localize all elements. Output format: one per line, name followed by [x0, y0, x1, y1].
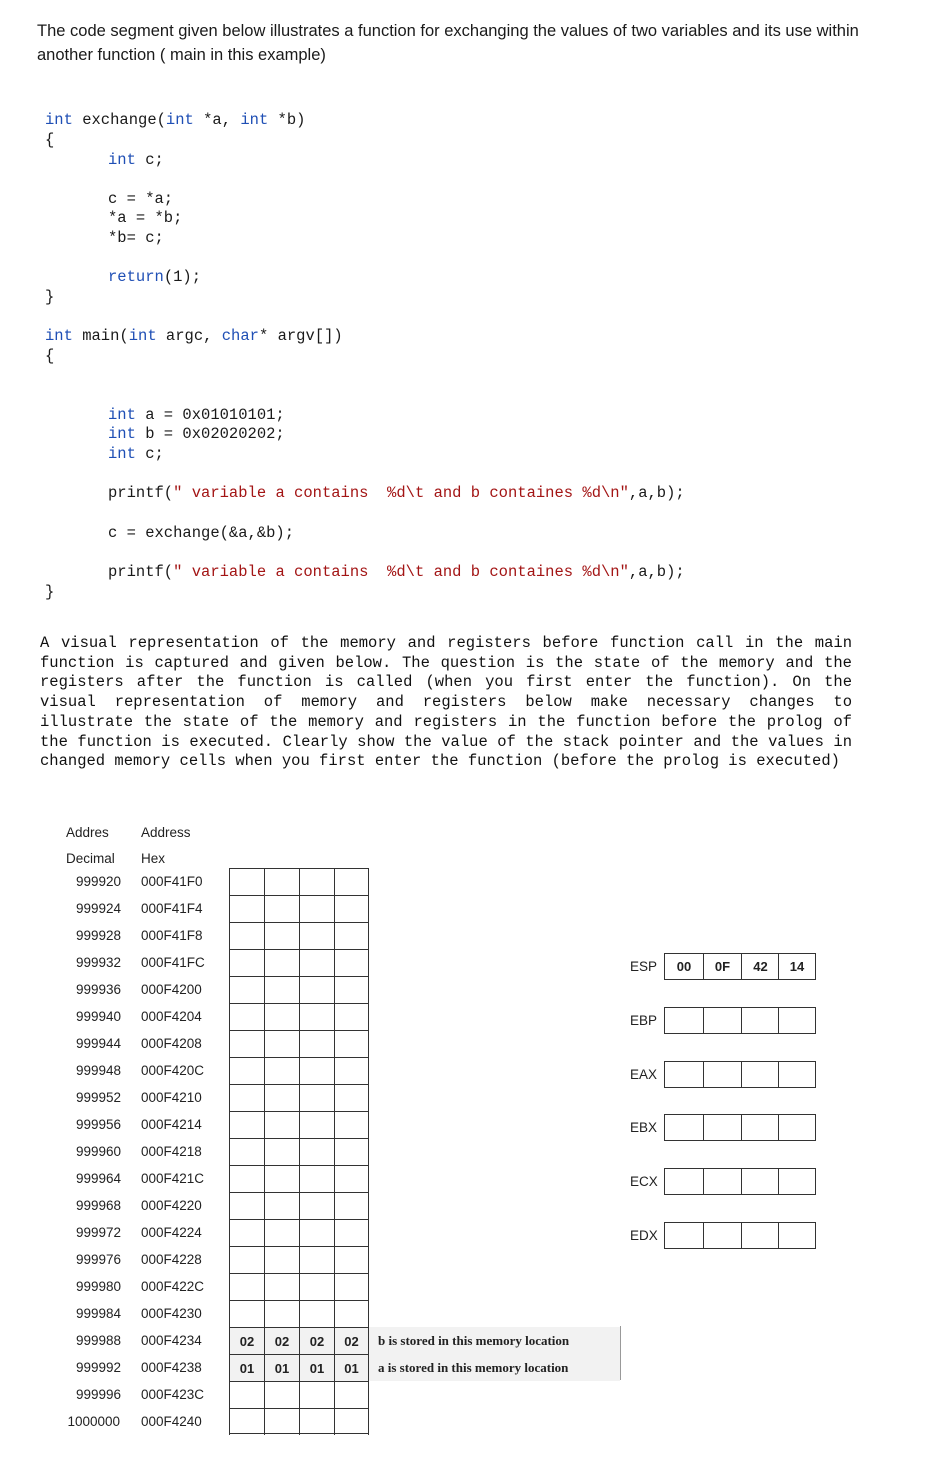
- address-decimal: 999940: [75, 1009, 121, 1024]
- code-text: printf(: [108, 484, 174, 502]
- address-decimal: 1000000: [67, 1414, 120, 1429]
- memory-cells: [229, 1138, 369, 1165]
- address-hex: 000F4218: [141, 1144, 202, 1159]
- memory-row: [0, 868, 630, 895]
- memory-byte-cell[interactable]: [229, 868, 264, 895]
- memory-byte-cell[interactable]: [334, 1408, 369, 1435]
- register-byte-cell[interactable]: [665, 1008, 703, 1033]
- register-ebp: [630, 1007, 816, 1034]
- memory-byte-cell[interactable]: [299, 1084, 334, 1111]
- memory-byte-cell[interactable]: [334, 1246, 369, 1273]
- register-byte-cell[interactable]: [778, 1008, 815, 1033]
- address-decimal: 999980: [75, 1279, 121, 1294]
- address-hex: 000F4204: [141, 1009, 202, 1024]
- memory-byte-cell[interactable]: [229, 1111, 264, 1138]
- address-hex: 000F4214: [141, 1117, 202, 1132]
- register-esp: [630, 953, 816, 980]
- memory-byte-cell[interactable]: [299, 895, 334, 922]
- code-keyword: int: [108, 406, 136, 424]
- address-hex: 000F4208: [141, 1036, 202, 1051]
- memory-byte-cell[interactable]: [299, 949, 334, 976]
- memory-byte-cell[interactable]: [229, 895, 264, 922]
- code-line: [108, 189, 173, 209]
- decimal-header-line2: Decimal: [66, 851, 115, 866]
- memory-byte-cell[interactable]: [299, 1246, 334, 1273]
- memory-byte-cell[interactable]: [334, 1084, 369, 1111]
- memory-byte-cell[interactable]: [264, 1165, 299, 1192]
- address-hex: 000F4240: [141, 1414, 202, 1429]
- address-decimal: 999984: [75, 1306, 121, 1321]
- code-text: }: [45, 288, 55, 306]
- memory-row: [0, 1111, 630, 1138]
- register-byte-cell[interactable]: [741, 1169, 779, 1194]
- register-byte-cell[interactable]: [741, 1223, 779, 1248]
- memory-row: [0, 1057, 630, 1084]
- register-label: EBP: [630, 1013, 658, 1028]
- address-decimal: 999960: [75, 1144, 121, 1159]
- memory-row: [0, 895, 630, 922]
- address-hex: 000F4220: [141, 1198, 202, 1213]
- register-label: ECX: [630, 1174, 658, 1189]
- memory-byte-cell[interactable]: [264, 1111, 299, 1138]
- code-keyword: char: [221, 327, 259, 345]
- memory-byte-cell[interactable]: [264, 1057, 299, 1084]
- address-hex: 000F420C: [141, 1063, 205, 1078]
- register-byte-cell[interactable]: [778, 1062, 815, 1087]
- memory-byte-cell[interactable]: 02: [334, 1327, 369, 1354]
- memory-byte-cell[interactable]: [334, 1111, 369, 1138]
- intro-text: The code segment given below illustrates a function for exchanging the values of two variables and its use within another function ( main in this example): [37, 22, 859, 64]
- memory-byte-cell[interactable]: [264, 1219, 299, 1246]
- memory-byte-cell[interactable]: [264, 1408, 299, 1435]
- register-byte-cell[interactable]: [703, 1062, 741, 1087]
- code-text: printf(: [108, 563, 174, 581]
- memory-byte-cell[interactable]: [229, 1381, 264, 1408]
- memory-byte-cell[interactable]: [334, 1273, 369, 1300]
- memory-byte-cell[interactable]: [229, 1138, 264, 1165]
- address-hex: 000F41FC: [141, 955, 205, 970]
- memory-byte-cell[interactable]: [264, 1084, 299, 1111]
- memory-cells: [229, 1327, 369, 1354]
- address-decimal: 999924: [75, 901, 121, 916]
- memory-cells: [229, 1354, 369, 1381]
- register-label: EAX: [630, 1067, 658, 1082]
- memory-byte-cell[interactable]: [334, 1030, 369, 1057]
- address-hex: 000F4228: [141, 1252, 202, 1267]
- code-text: argc,: [156, 327, 222, 345]
- address-decimal: 999988: [75, 1333, 121, 1348]
- code-line: [108, 424, 285, 444]
- memory-byte-cell[interactable]: [299, 1219, 334, 1246]
- register-ecx: [630, 1168, 816, 1195]
- code-text: c;: [135, 151, 164, 169]
- memory-cells: [229, 1408, 369, 1435]
- memory-cells: [229, 895, 369, 922]
- code-keyword: int: [45, 327, 73, 345]
- code-string: " variable a contains %d\t and b containes %d\n": [173, 563, 629, 581]
- memory-note: b is stored in this memory location: [369, 1327, 620, 1354]
- memory-byte-cell[interactable]: 02: [229, 1327, 264, 1354]
- memory-cells: [229, 1300, 369, 1327]
- code-line: [45, 287, 54, 307]
- memory-byte-cell[interactable]: [299, 1408, 334, 1435]
- address-hex: 000F422C: [141, 1279, 205, 1294]
- memory-row: [0, 1273, 630, 1300]
- code-keyword: int: [165, 111, 194, 129]
- memory-byte-cell[interactable]: [264, 1246, 299, 1273]
- code-keyword: int: [128, 327, 157, 345]
- code-keyword: int: [240, 111, 269, 129]
- memory-byte-cell[interactable]: [229, 922, 264, 949]
- register-value-box: [664, 1007, 816, 1034]
- memory-byte-cell[interactable]: [264, 976, 299, 1003]
- memory-cells: [229, 1111, 369, 1138]
- register-label: EDX: [630, 1228, 658, 1243]
- register-value-box: [664, 953, 816, 980]
- memory-byte-cell[interactable]: [299, 1300, 334, 1327]
- memory-row: [0, 1327, 630, 1354]
- code-line: [108, 444, 164, 464]
- memory-byte-cell[interactable]: 01: [229, 1354, 264, 1381]
- memory-byte-cell[interactable]: [229, 1165, 264, 1192]
- code-text: *a,: [193, 111, 241, 129]
- memory-cells: [229, 1030, 369, 1057]
- register-byte-cell[interactable]: [778, 1169, 815, 1194]
- memory-row: [0, 1408, 630, 1435]
- register-eax: [630, 1061, 816, 1088]
- memory-byte-cell[interactable]: [229, 1300, 264, 1327]
- memory-row: [0, 1165, 630, 1192]
- hex-header-line1: Address: [141, 825, 191, 840]
- code-text: * argv[]): [258, 327, 343, 345]
- address-hex: 000F41F4: [141, 901, 203, 916]
- memory-byte-cell[interactable]: [264, 949, 299, 976]
- address-decimal: 999936: [75, 982, 121, 997]
- memory-cells: [229, 1273, 369, 1300]
- memory-row: [0, 1138, 630, 1165]
- memory-byte-cell[interactable]: [229, 1084, 264, 1111]
- register-byte-cell[interactable]: 0F: [703, 954, 741, 979]
- memory-byte-cell[interactable]: [299, 976, 334, 1003]
- memory-byte-cell[interactable]: [229, 1273, 264, 1300]
- memory-cells: [229, 868, 369, 895]
- register-byte-cell[interactable]: [778, 1223, 815, 1248]
- address-decimal: 999996: [75, 1387, 121, 1402]
- register-byte-cell[interactable]: 42: [741, 954, 779, 979]
- address-decimal: 999944: [75, 1036, 121, 1051]
- address-decimal: 999932: [75, 955, 121, 970]
- memory-byte-cell[interactable]: [334, 1192, 369, 1219]
- code-line: [45, 130, 54, 150]
- register-value-box: [664, 1168, 816, 1195]
- memory-byte-cell[interactable]: [334, 1165, 369, 1192]
- code-line: [45, 346, 54, 366]
- code-string: " variable a contains %d\t and b containes %d\n": [173, 484, 629, 502]
- memory-byte-cell[interactable]: 01: [299, 1354, 334, 1381]
- memory-note: a is stored in this memory location: [369, 1354, 620, 1381]
- memory-byte-cell[interactable]: [264, 895, 299, 922]
- address-decimal: 999972: [75, 1225, 121, 1240]
- register-byte-cell[interactable]: 00: [676, 959, 692, 974]
- code-line: [45, 582, 54, 602]
- memory-byte-cell[interactable]: [229, 1003, 264, 1030]
- memory-byte-cell[interactable]: [334, 1381, 369, 1408]
- code-line: [108, 405, 285, 425]
- code-text: *b= c;: [108, 229, 164, 247]
- memory-byte-cell[interactable]: [229, 1219, 264, 1246]
- hex-header-line2: Hex: [141, 851, 166, 866]
- memory-byte-cell[interactable]: [334, 922, 369, 949]
- memory-byte-cell[interactable]: [334, 895, 369, 922]
- memory-row: [0, 1219, 630, 1246]
- register-byte-cell[interactable]: [703, 1169, 741, 1194]
- memory-byte-cell[interactable]: [229, 949, 264, 976]
- memory-byte-cell[interactable]: [299, 1273, 334, 1300]
- memory-byte-cell[interactable]: [334, 868, 369, 895]
- code-text: b = 0x02020202;: [135, 425, 285, 443]
- code-line: [45, 326, 343, 346]
- address-decimal: 999952: [75, 1090, 121, 1105]
- address-decimal: 999928: [75, 928, 121, 943]
- code-text: {: [45, 347, 55, 365]
- address-hex: 000F4200: [141, 982, 202, 997]
- code-keyword: return: [108, 268, 164, 286]
- memory-row: [0, 976, 630, 1003]
- memory-byte-cell[interactable]: [264, 1003, 299, 1030]
- memory-cells: [229, 1003, 369, 1030]
- memory-byte-cell[interactable]: [264, 1300, 299, 1327]
- memory-cells: [229, 1246, 369, 1273]
- code-keyword: int: [108, 425, 136, 443]
- address-hex: 000F423C: [141, 1387, 205, 1402]
- memory-byte-cell[interactable]: [264, 1030, 299, 1057]
- memory-row: [0, 949, 630, 976]
- code-keyword: int: [45, 111, 73, 129]
- memory-byte-cell[interactable]: [299, 1165, 334, 1192]
- code-text: c = *a;: [108, 190, 174, 208]
- address-decimal: 999956: [75, 1117, 121, 1132]
- code-line: [108, 228, 164, 248]
- memory-byte-cell[interactable]: [299, 1057, 334, 1084]
- register-byte-cell[interactable]: [741, 1062, 779, 1087]
- memory-cells: [229, 1084, 369, 1111]
- register-byte-cell[interactable]: [665, 1169, 703, 1194]
- memory-byte-cell[interactable]: [264, 868, 299, 895]
- memory-byte-cell[interactable]: [264, 1381, 299, 1408]
- memory-byte-cell[interactable]: [229, 976, 264, 1003]
- memory-byte-cell[interactable]: [299, 1003, 334, 1030]
- memory-byte-cell[interactable]: [229, 1246, 264, 1273]
- memory-row: [0, 1084, 630, 1111]
- register-byte-cell[interactable]: [741, 1008, 779, 1033]
- code-line: [108, 523, 294, 543]
- memory-byte-cell[interactable]: [299, 1381, 334, 1408]
- register-value-box: [664, 1114, 816, 1141]
- code-text: exchange(: [72, 111, 166, 129]
- memory-row: [0, 922, 630, 949]
- code-line: [108, 267, 201, 287]
- memory-byte-cell[interactable]: 02: [299, 1327, 334, 1354]
- address-hex: 000F4224: [141, 1225, 202, 1240]
- memory-row: [0, 1003, 630, 1030]
- address-hex: 000F4234: [141, 1333, 202, 1348]
- code-keyword: int: [108, 445, 136, 463]
- memory-cells: [229, 976, 369, 1003]
- code-line: [108, 483, 685, 503]
- address-decimal: 999948: [75, 1063, 121, 1078]
- address-hex: 000F4238: [141, 1360, 202, 1375]
- register-value-box: [664, 1061, 816, 1088]
- decimal-header-line1: Addres: [66, 825, 109, 840]
- register-byte-cell[interactable]: [665, 1062, 703, 1087]
- address-decimal: 999964: [75, 1171, 121, 1186]
- register-byte-cell[interactable]: 14: [778, 954, 815, 979]
- memory-byte-cell[interactable]: [299, 1111, 334, 1138]
- code-text: ,a,b);: [628, 484, 685, 502]
- address-hex: 000F41F0: [141, 874, 203, 889]
- memory-row: [0, 1246, 630, 1273]
- code-text: ,a,b);: [628, 563, 685, 581]
- memory-cells: [229, 1381, 369, 1408]
- memory-byte-cell[interactable]: [334, 1219, 369, 1246]
- memory-byte-cell[interactable]: 02: [264, 1327, 299, 1354]
- memory-cells: [229, 1057, 369, 1084]
- memory-byte-cell[interactable]: [264, 1192, 299, 1219]
- memory-byte-cell[interactable]: [264, 1273, 299, 1300]
- memory-byte-cell[interactable]: [334, 1138, 369, 1165]
- register-label: EBX: [630, 1120, 658, 1135]
- register-edx: [630, 1222, 816, 1249]
- memory-byte-cell[interactable]: [334, 1057, 369, 1084]
- address-decimal: 999992: [75, 1360, 121, 1375]
- memory-byte-cell[interactable]: [299, 1192, 334, 1219]
- code-text: c;: [135, 445, 164, 463]
- code-line: [45, 110, 305, 130]
- memory-row: [0, 1030, 630, 1057]
- code-keyword: int: [108, 151, 136, 169]
- address-decimal: 999976: [75, 1252, 121, 1267]
- address-hex: 000F421C: [141, 1171, 205, 1186]
- memory-byte-cell[interactable]: [229, 1057, 264, 1084]
- memory-row: [0, 1381, 630, 1408]
- code-text: main(: [72, 327, 129, 345]
- register-byte-cell[interactable]: [778, 1115, 815, 1140]
- memory-byte-cell[interactable]: [299, 868, 334, 895]
- memory-byte-cell[interactable]: [229, 1192, 264, 1219]
- register-byte-cell[interactable]: [741, 1115, 779, 1140]
- memory-row: [0, 1300, 630, 1327]
- memory-cells: [229, 1219, 369, 1246]
- memory-cells: [229, 949, 369, 976]
- memory-byte-cell[interactable]: [334, 1003, 369, 1030]
- memory-cells: [229, 1165, 369, 1192]
- register-byte-cell[interactable]: [665, 1223, 703, 1248]
- address-hex: 000F4230: [141, 1306, 202, 1321]
- address-hex: 000F4210: [141, 1090, 202, 1105]
- memory-cells: [229, 1192, 369, 1219]
- memory-byte-cell[interactable]: 01: [334, 1354, 369, 1381]
- address-decimal: 999920: [75, 874, 121, 889]
- register-ebx: [630, 1114, 816, 1141]
- code-line: [108, 208, 182, 228]
- memory-byte-cell[interactable]: [299, 1030, 334, 1057]
- code-text: *b): [268, 111, 306, 129]
- register-byte-cell[interactable]: [703, 1115, 741, 1140]
- code-text: c = exchange(&a,&b);: [108, 524, 295, 542]
- code-text: (1);: [163, 268, 202, 286]
- memory-byte-cell[interactable]: [264, 1138, 299, 1165]
- code-text: }: [45, 583, 55, 601]
- memory-cells: [229, 922, 369, 949]
- memory-byte-cell[interactable]: [334, 976, 369, 1003]
- memory-byte-cell[interactable]: [229, 1030, 264, 1057]
- register-byte-cell[interactable]: [665, 1115, 703, 1140]
- address-hex: 000F41F8: [141, 928, 203, 943]
- code-line: [108, 150, 164, 170]
- memory-byte-cell[interactable]: [299, 1138, 334, 1165]
- memory-byte-cell[interactable]: [264, 922, 299, 949]
- memory-byte-cell[interactable]: [299, 922, 334, 949]
- memory-byte-cell[interactable]: [334, 1300, 369, 1327]
- code-text: *a = *b;: [108, 209, 183, 227]
- register-label: ESP: [630, 959, 658, 974]
- code-text: {: [45, 131, 55, 149]
- register-byte-cell[interactable]: [703, 1008, 741, 1033]
- memory-byte-cell[interactable]: 01: [264, 1354, 299, 1381]
- code-text: a = 0x01010101;: [135, 406, 285, 424]
- memory-byte-cell[interactable]: [334, 949, 369, 976]
- instructions-paragraph: A visual representation of the memory and registers before function call in the main function is captured and given below. The question is the state of the memory and the registers after the function is called (when you first enter the function). On the visual representation of memory and registers below make necessary changes to illustrate the state of the memory and registers in the function before the prolog of the function is executed. Clearly show the value of the stack pointer and the values in changed memory cells when you first enter the function (before the prolog is executed): [40, 634, 852, 771]
- address-decimal: 999968: [75, 1198, 121, 1213]
- register-value-box: [664, 1222, 816, 1249]
- memory-row: [0, 1354, 630, 1381]
- register-byte-cell[interactable]: [703, 1223, 741, 1248]
- memory-row: [0, 1192, 630, 1219]
- memory-byte-cell[interactable]: [229, 1408, 264, 1435]
- code-line: [108, 562, 685, 582]
